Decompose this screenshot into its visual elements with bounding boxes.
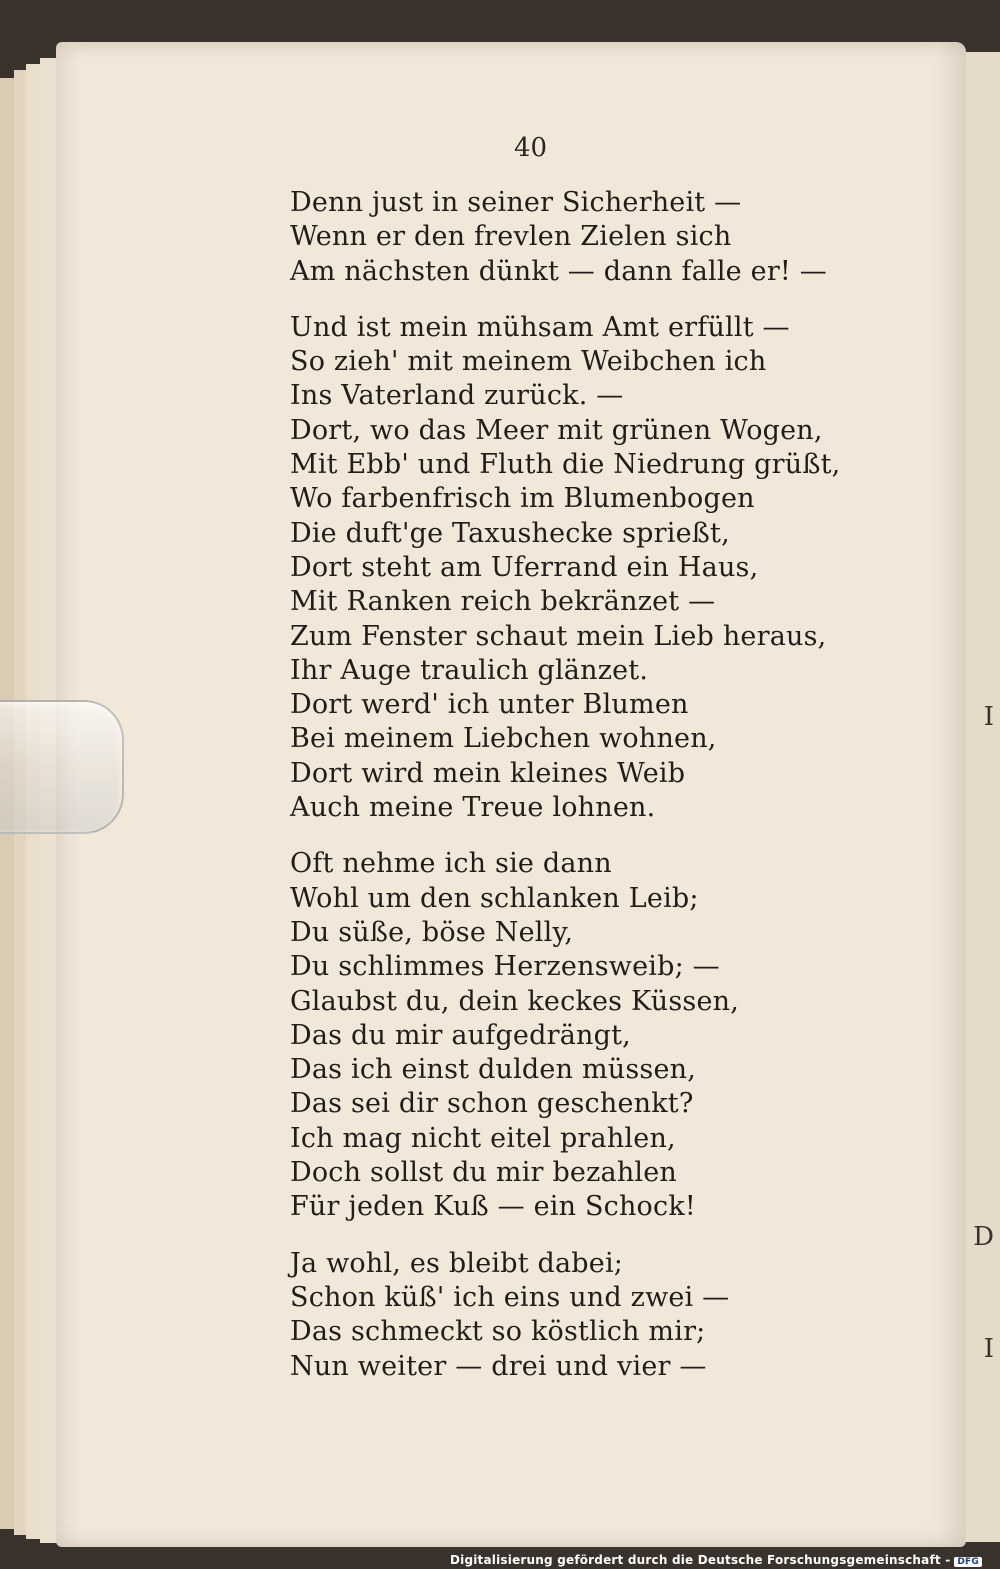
verse-line: Denn just in seiner Sicherheit — — [290, 187, 742, 218]
next-page-glyph: I — [983, 1334, 994, 1364]
verse-line: Ihr Auge traulich glänzet. — [290, 654, 649, 686]
verse-line: Du süße, böse Nelly, — [290, 916, 574, 948]
next-page-glyph: D — [973, 1222, 994, 1252]
verse-line: Ins Vaterland zurück. — — [290, 380, 624, 412]
verse-line: Wenn er den frevlen Zielen sich — [290, 221, 732, 253]
verse-line: Bei meinem Liebchen wohnen, — [290, 723, 717, 755]
verse-line: Dort steht am Uferrand ein Haus, — [290, 551, 759, 583]
verse-line: Das sei dir schon geschenkt? — [290, 1088, 694, 1120]
stanza — [290, 847, 850, 1224]
verse-line: Für jeden Kuß — ein Schock! — [290, 1191, 696, 1223]
dfg-logo: DFG — [954, 1557, 982, 1567]
page-number: 40 — [514, 133, 548, 163]
verse-line: Ich mag nicht eitel prahlen, — [290, 1122, 676, 1154]
verse-line: Nun weiter — drei und vier — — [290, 1350, 707, 1382]
page-clip — [0, 700, 124, 834]
verse-line: Schon küß' ich eins und zwei — — [290, 1281, 730, 1313]
verse-line: Die duft'ge Taxushecke sprießt, — [290, 517, 730, 549]
verse-line: Du schlimmes Herzensweib; — — [290, 951, 720, 983]
stanza — [290, 311, 850, 825]
verse-line: Am nächsten dünkt — dann falle er! — — [290, 255, 827, 287]
verse-line: Das du mir aufgedrängt, — [290, 1019, 631, 1051]
verse-line: Doch sollst du mir bezahlen — [290, 1157, 678, 1189]
verse-line: Dort wird mein kleines Weib — [290, 757, 686, 789]
verse-line: Dort, wo das Meer mit grünen Wogen, — [290, 414, 823, 446]
credit-text: Digitalisierung gefördert durch die Deutsche Forschungsgemeinschaft - — [449, 1553, 951, 1567]
verse-line: Zum Fenster schaut mein Lieb heraus, — [290, 620, 827, 652]
poem-text — [290, 186, 850, 1384]
next-page-glyph: I — [983, 702, 994, 732]
verse-line: Mit Ranken reich bekränzet — — [290, 586, 716, 618]
verse-line: Glaubst du, dein keckes Küssen, — [290, 985, 740, 1017]
verse-line: Und ist mein mühsam Amt erfüllt — — [290, 311, 790, 343]
digitization-credit — [450, 1553, 982, 1567]
verse-line: Mit Ebb' und Fluth die Niedrung grüßt, — [290, 449, 841, 481]
verse-line: Oft nehme ich sie dann — [290, 848, 612, 880]
verse-line: Auch meine Treue lohnen. — [290, 792, 656, 824]
stanza — [290, 186, 850, 289]
stanza — [290, 1247, 850, 1384]
verse-line: Das schmeckt so köstlich mir; — [290, 1316, 706, 1348]
verse-line: Wohl um den schlanken Leib; — [290, 882, 699, 914]
verse-line: Wo farbenfrisch im Blumenbogen — [290, 483, 755, 515]
verse-line: So zieh' mit meinem Weibchen ich — [290, 346, 767, 378]
verse-line: Ja wohl, es bleibt dabei; — [290, 1247, 624, 1279]
verse-line: Das ich einst dulden müssen, — [290, 1054, 696, 1086]
verse-line: Dort werd' ich unter Blumen — [290, 689, 689, 721]
